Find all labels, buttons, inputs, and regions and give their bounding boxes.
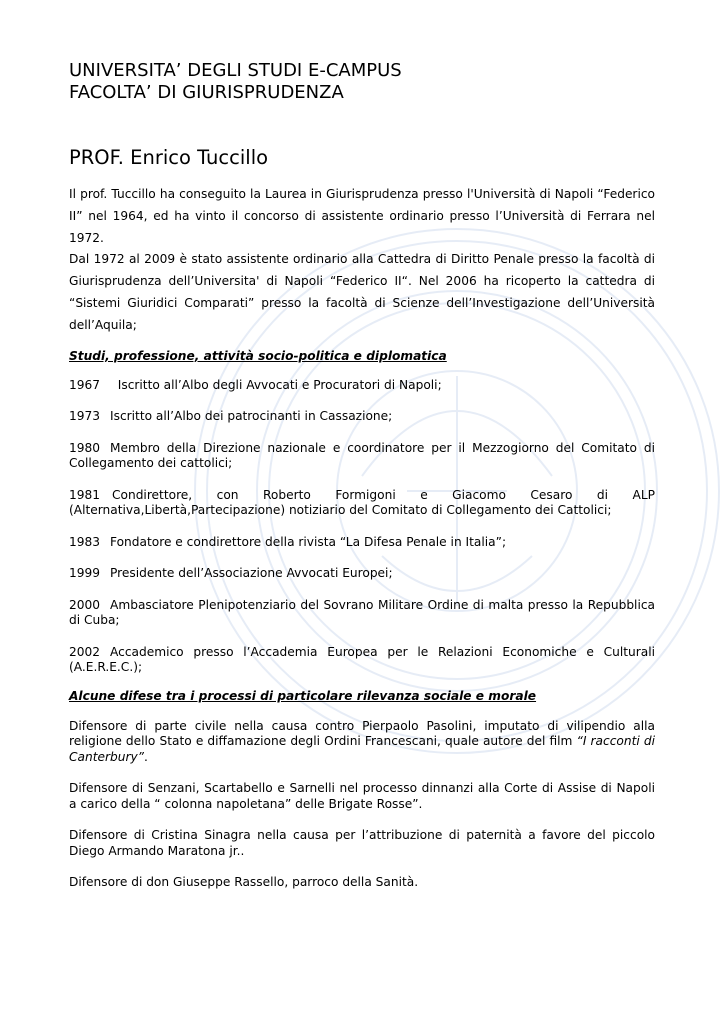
film-title: “I racconti di Canterbury” (69, 734, 655, 764)
timeline-text: Accademico presso l’Accademia Europea per le Relazioni Economiche e Culturali (A.E.R.E.C.); (69, 644, 655, 675)
timeline-year: 1981 (69, 487, 101, 502)
timeline-item (69, 488, 655, 519)
professor-name: PROF. Enrico Tuccillo (69, 146, 269, 169)
timeline-item (69, 566, 655, 582)
timeline-year: 1967 (69, 377, 101, 392)
bio-paragraph-2: Dal 1972 al 2009 è stato assistente ordinario alla Cattedra di Diritto Penale presso la facoltà di Giurisprudenza dell’Universita' di Napoli “Federico II“. Nel 2006 ha ricoperto la cattedra di “Sistemi Giuridici Comparati” presso la facoltà di Scienze dell’Investigazione dell’Università dell’Aquila; (69, 252, 655, 332)
defense-text: Difensore di parte civile nella causa contro Pierpaolo Pasolini, imputato di vilipendio alla religione dello Stato e diffamazione degli Ordini Francescani, quale autore del film (69, 718, 655, 749)
bio-paragraph-1: Il prof. Tuccillo ha conseguito la Laurea in Giurisprudenza presso l'Università di Napoli “Federico II” nel 1964, ed ha vinto il concorso di assistente ordinario presso l’Università di Ferrara nel 1972. (69, 187, 655, 245)
timeline-item (69, 378, 655, 394)
timeline-year: 1999 (69, 566, 101, 581)
timeline-item (69, 409, 655, 425)
timeline-item (69, 645, 655, 676)
defense-tail: . (144, 749, 148, 764)
timeline-text: Condirettore, con Roberto Formigoni e Giacomo Cesaro di ALP (Alternativa,Libertà,Partecipazione) notiziario del Comitato di Collegamento dei Cattolici; (69, 487, 655, 518)
timeline-item (69, 598, 655, 629)
timeline-item (69, 441, 655, 472)
defense-item: Difensore di Senzani, Scartabello e Sarnelli nel processo dinnanzi alla Corte di Assise di Napoli a carico della “ colonna napoletana” delle Brigate Rosse”. (69, 781, 655, 811)
university-name: UNIVERSITA’ DEGLI STUDI E-CAMPUS (69, 60, 402, 81)
timeline-year: 2000 (69, 597, 101, 612)
timeline-text: Ambasciatore Plenipotenziario del Sovrano Militare Ordine di malta presso la Repubblica di Cuba; (69, 597, 655, 628)
faculty-name: FACOLTA’ DI GIURISPRUDENZA (69, 82, 344, 103)
university-header (69, 60, 655, 104)
timeline-text: Fondatore e condirettore della rivista “La Difesa Penale in Italia”; (110, 534, 507, 549)
biography (69, 184, 655, 337)
timeline-text: Iscritto all’Albo degli Avvocati e Procuratori di Napoli; (110, 377, 442, 392)
timeline-text: Membro della Direzione nazionale e coordinatore per il Mezzogiorno del Comitato di Collegamento dei cattolici; (69, 440, 655, 471)
defense-item: Difensore di Cristina Sinagra nella causa per l’attribuzione di paternità a favore del piccolo Diego Armando Maratona jr.. (69, 828, 655, 858)
timeline-year: 2002 (69, 644, 101, 659)
studies-section-heading: Studi, professione, attività socio-politica e diplomatica (69, 348, 447, 363)
timeline-year: 1973 (69, 409, 101, 424)
defense-item: Difensore di don Giuseppe Rassello, parroco della Sanità. (69, 875, 419, 890)
timeline-text: Presidente dell’Associazione Avvocati Europei; (110, 566, 393, 581)
notable-defenses (69, 719, 655, 891)
career-timeline (69, 378, 655, 676)
defense-item (69, 719, 655, 766)
timeline-year: 1983 (69, 534, 101, 549)
defenses-section-heading: Alcune difese tra i processi di particolare rilevanza sociale e morale (69, 688, 537, 703)
cv-page (69, 60, 655, 907)
timeline-year: 1980 (69, 440, 101, 455)
timeline-text: Iscritto all’Albo dei patrocinanti in Cassazione; (110, 409, 393, 424)
timeline-item (69, 535, 655, 551)
